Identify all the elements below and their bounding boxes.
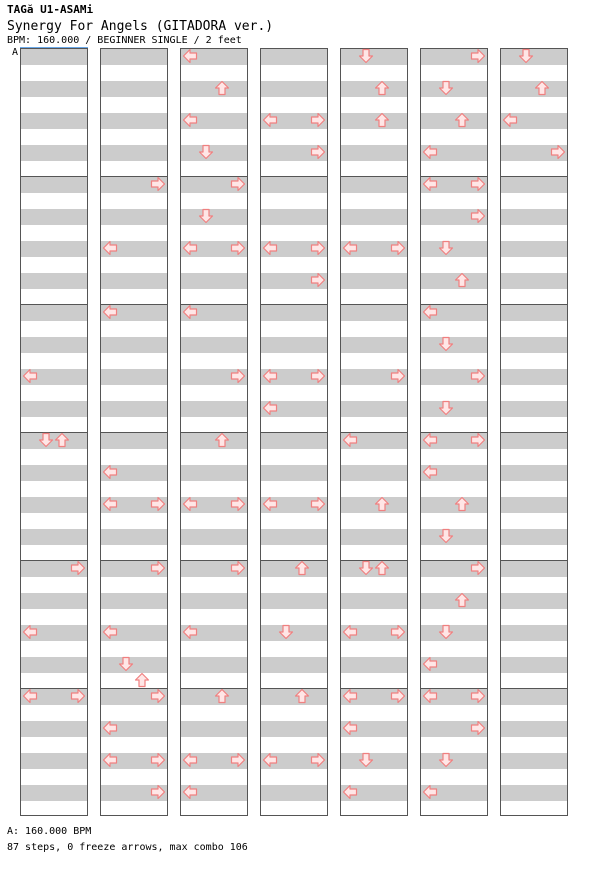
step-arrow-right-icon: [150, 688, 166, 704]
step-arrow-left-icon: [262, 496, 278, 512]
step-arrow-down-icon: [438, 336, 454, 352]
step-arrow-down-icon: [438, 624, 454, 640]
step-arrow-down-icon: [438, 528, 454, 544]
song-title: Synergy For Angels (GITADORA ver.): [7, 19, 274, 34]
step-arrow-left-icon: [182, 304, 198, 320]
step-arrow-right-icon: [470, 720, 486, 736]
step-arrow-right-icon: [230, 368, 246, 384]
step-arrow-up-icon: [54, 432, 70, 448]
step-arrow-left-icon: [182, 784, 198, 800]
step-arrow-left-icon: [422, 784, 438, 800]
chart-column-3: [180, 48, 248, 816]
footer: [7, 824, 248, 856]
measure-line: [21, 304, 87, 305]
step-arrow-up-icon: [374, 112, 390, 128]
chart-column-4: [260, 48, 328, 816]
step-arrow-right-icon: [470, 48, 486, 64]
step-stats: 87 steps, 0 freeze arrows, max combo 106: [7, 842, 248, 853]
step-arrow-left-icon: [102, 496, 118, 512]
step-arrow-right-icon: [470, 208, 486, 224]
step-arrow-up-icon: [534, 80, 550, 96]
step-arrow-down-icon: [358, 752, 374, 768]
step-arrow-left-icon: [102, 304, 118, 320]
step-arrow-left-icon: [422, 688, 438, 704]
measure-line: [501, 432, 567, 433]
step-arrow-up-icon: [374, 80, 390, 96]
step-arrow-up-icon: [214, 432, 230, 448]
step-arrow-down-icon: [278, 624, 294, 640]
step-arrow-right-icon: [150, 496, 166, 512]
step-arrow-left-icon: [102, 624, 118, 640]
measure-line: [261, 432, 327, 433]
step-arrow-right-icon: [230, 240, 246, 256]
step-arrow-right-icon: [470, 560, 486, 576]
step-arrow-down-icon: [438, 80, 454, 96]
measure-line: [341, 176, 407, 177]
step-arrow-down-icon: [438, 400, 454, 416]
step-arrow-right-icon: [470, 368, 486, 384]
step-arrow-left-icon: [262, 240, 278, 256]
step-arrow-right-icon: [310, 368, 326, 384]
step-arrow-left-icon: [342, 688, 358, 704]
step-arrow-left-icon: [22, 688, 38, 704]
step-arrow-left-icon: [262, 400, 278, 416]
step-arrow-up-icon: [294, 560, 310, 576]
step-arrow-left-icon: [262, 112, 278, 128]
bpm-marker: A: [12, 47, 19, 58]
step-arrow-right-icon: [470, 432, 486, 448]
measure-line: [501, 688, 567, 689]
chart-column-2: [100, 48, 168, 816]
step-arrow-right-icon: [470, 688, 486, 704]
step-arrow-right-icon: [70, 688, 86, 704]
step-arrow-right-icon: [310, 240, 326, 256]
step-arrow-up-icon: [374, 560, 390, 576]
step-arrow-left-icon: [262, 368, 278, 384]
chart-info: BPM: 160.000 / BEGINNER SINGLE / 2 feet: [7, 35, 242, 46]
step-arrow-down-icon: [198, 144, 214, 160]
step-arrow-up-icon: [374, 496, 390, 512]
step-arrow-down-icon: [198, 208, 214, 224]
measure-line: [501, 560, 567, 561]
step-arrow-up-icon: [134, 672, 150, 688]
step-arrow-down-icon: [358, 48, 374, 64]
step-arrow-left-icon: [182, 624, 198, 640]
step-arrow-down-icon: [358, 560, 374, 576]
measure-line: [101, 432, 167, 433]
step-arrow-left-icon: [182, 240, 198, 256]
step-arrow-left-icon: [422, 432, 438, 448]
step-arrow-left-icon: [342, 240, 358, 256]
step-arrow-left-icon: [262, 752, 278, 768]
step-arrow-left-icon: [422, 304, 438, 320]
step-arrow-right-icon: [150, 560, 166, 576]
step-arrow-up-icon: [294, 688, 310, 704]
step-arrow-up-icon: [454, 112, 470, 128]
step-arrow-left-icon: [342, 432, 358, 448]
measure-line: [261, 176, 327, 177]
step-arrow-right-icon: [150, 752, 166, 768]
step-arrow-right-icon: [150, 784, 166, 800]
step-arrow-right-icon: [310, 272, 326, 288]
step-arrow-right-icon: [310, 496, 326, 512]
step-arrow-up-icon: [214, 80, 230, 96]
measure-line: [501, 176, 567, 177]
step-arrow-left-icon: [102, 720, 118, 736]
step-arrow-down-icon: [438, 752, 454, 768]
step-arrow-right-icon: [470, 176, 486, 192]
chart-column-6: [420, 48, 488, 816]
step-arrow-right-icon: [70, 560, 86, 576]
measure-line: [341, 304, 407, 305]
step-arrow-left-icon: [22, 624, 38, 640]
measure-line: [261, 304, 327, 305]
step-arrow-right-icon: [230, 176, 246, 192]
step-arrow-right-icon: [390, 624, 406, 640]
step-arrow-down-icon: [38, 432, 54, 448]
step-arrow-left-icon: [182, 112, 198, 128]
step-arrow-left-icon: [102, 240, 118, 256]
step-arrow-left-icon: [182, 496, 198, 512]
step-arrow-right-icon: [390, 368, 406, 384]
step-arrow-left-icon: [422, 656, 438, 672]
step-arrow-left-icon: [102, 752, 118, 768]
artist-label: TAGă U1-ASAMi: [7, 3, 94, 16]
step-arrow-up-icon: [454, 496, 470, 512]
step-arrow-left-icon: [422, 464, 438, 480]
step-arrow-up-icon: [214, 688, 230, 704]
step-arrow-left-icon: [182, 48, 198, 64]
chart-column-1: [20, 48, 88, 816]
step-arrow-right-icon: [310, 752, 326, 768]
step-arrow-left-icon: [102, 464, 118, 480]
step-arrow-right-icon: [150, 176, 166, 192]
step-arrow-right-icon: [230, 560, 246, 576]
step-arrow-left-icon: [422, 176, 438, 192]
step-arrow-right-icon: [230, 752, 246, 768]
bpm-legend: A: 160.000 BPM: [7, 826, 92, 837]
step-arrow-up-icon: [454, 272, 470, 288]
step-arrow-left-icon: [342, 784, 358, 800]
chart-column-7: [500, 48, 568, 816]
step-arrow-right-icon: [310, 112, 326, 128]
step-arrow-left-icon: [182, 752, 198, 768]
step-arrow-up-icon: [454, 592, 470, 608]
measure-line: [21, 176, 87, 177]
step-arrow-down-icon: [518, 48, 534, 64]
step-arrow-left-icon: [342, 624, 358, 640]
step-arrow-right-icon: [310, 144, 326, 160]
measure-line: [501, 304, 567, 305]
step-arrow-left-icon: [422, 144, 438, 160]
step-arrow-down-icon: [438, 240, 454, 256]
step-arrow-right-icon: [550, 144, 566, 160]
step-arrow-down-icon: [118, 656, 134, 672]
chart-column-5: [340, 48, 408, 816]
step-arrow-right-icon: [390, 240, 406, 256]
step-arrow-right-icon: [230, 496, 246, 512]
step-arrow-left-icon: [22, 368, 38, 384]
step-arrow-left-icon: [502, 112, 518, 128]
step-arrow-left-icon: [342, 720, 358, 736]
step-arrow-right-icon: [390, 688, 406, 704]
